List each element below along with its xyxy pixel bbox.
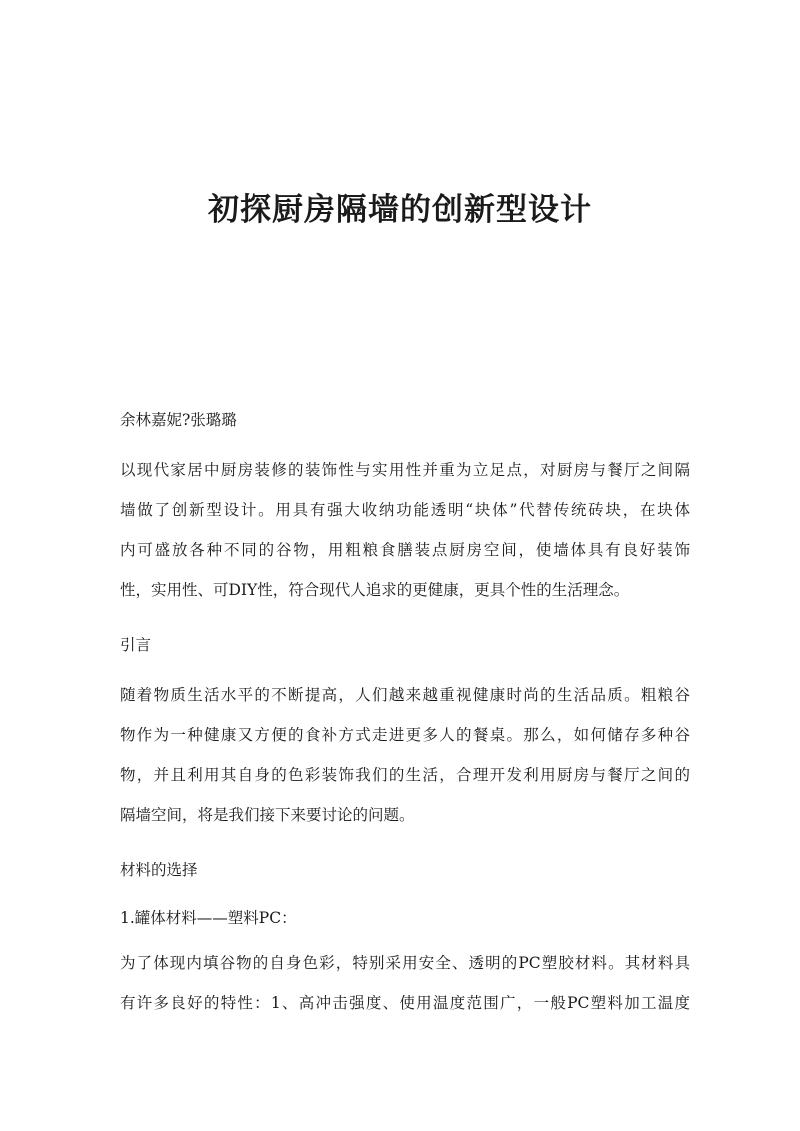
- subheading-can-material: 1.罐体材料——塑料PC：: [120, 909, 297, 927]
- author-line: 余林嘉妮?张璐璐: [120, 411, 237, 429]
- paragraph-line: 物，并且利用其自身的色彩装饰我们的生活，合理开发利用厨房与餐厅之间的: [120, 766, 690, 784]
- paragraph-line: 有许多良好的特性：1、高冲击强度、使用温度范围广，一般PC塑料加工温度: [120, 994, 690, 1012]
- paragraph-line: 随着物质生活水平的不断提高，人们越来越重视健康时尚的生活品质。粗粮谷: [120, 686, 690, 704]
- materials-paragraph: [120, 954, 690, 1034]
- paragraph-line: 墙做了创新型设计。用具有强大收纳功能透明“块体”代替传统砖块，在块体: [120, 501, 690, 519]
- intro-paragraph: [120, 686, 690, 846]
- paragraph-line: 物作为一种健康又方便的食补方式走进更多人的餐桌。那么，如何储存多种谷: [120, 726, 690, 744]
- paragraph-line: 内可盛放各种不同的谷物，用粗粮食膳装点厨房空间，使墙体具有良好装饰: [120, 541, 690, 559]
- paragraph-line: 性，实用性、可DIY性，符合现代人追求的更健康，更具个性的生活理念。: [120, 581, 630, 599]
- paragraph-line: 隔墙空间，将是我们接下来要讨论的问题。: [120, 806, 415, 824]
- abstract-paragraph: [120, 461, 690, 621]
- paragraph-line: 以现代家居中厨房装修的装饰性与实用性并重为立足点，对厨房与餐厅之间隔: [120, 461, 690, 479]
- materials-heading: 材料的选择: [120, 861, 198, 879]
- paragraph-line: 为了体现内填谷物的自身色彩，特别采用安全、透明的PC塑胶材料。其材料具: [120, 954, 690, 972]
- document-title: 初探厨房隔墙的创新型设计: [208, 192, 592, 228]
- intro-heading: 引言: [120, 636, 152, 654]
